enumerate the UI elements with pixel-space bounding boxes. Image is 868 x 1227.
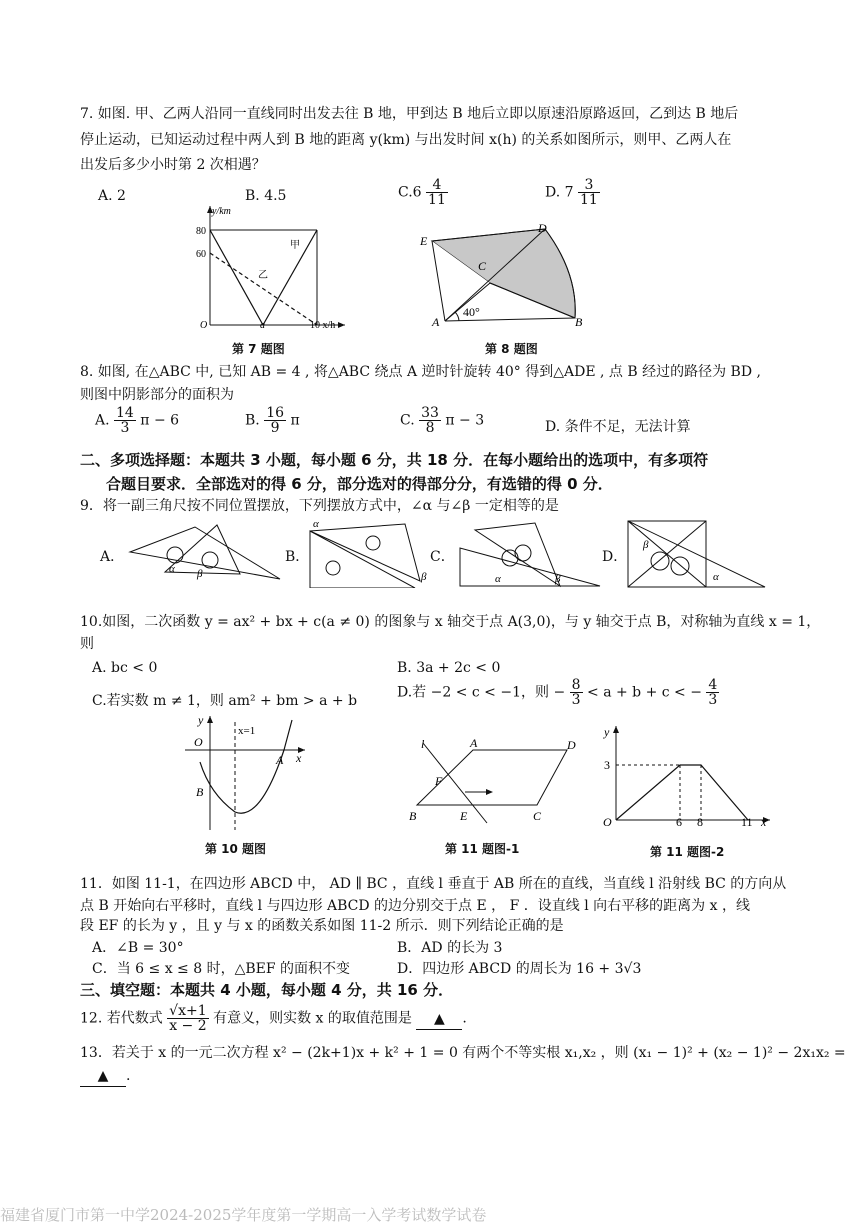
q10-fig-x1: x=1 [238, 725, 256, 737]
q8-option-c-label: C. [400, 412, 415, 429]
q13-answer-blank[interactable]: ▲ [80, 1066, 126, 1087]
q8-option-a-den: 3 [120, 420, 130, 436]
q8-figure [415, 218, 595, 333]
q8-option-c-post: π − 3 [445, 412, 485, 429]
q9-stem: 9．将一副三角尺按不同位置摆放，下列摆放方式中，∠α 与∠β 一定相等的是 [80, 498, 559, 514]
q8-option-a-num: 14 [116, 405, 134, 421]
q7-fig-origin: O [200, 320, 208, 331]
q10-option-d [397, 678, 719, 707]
q7-option-d-num: 3 [578, 178, 600, 193]
q9-b-alpha: α [313, 518, 319, 530]
q11-figure-1 [405, 733, 585, 828]
q10-option-d-f2d: 3 [708, 692, 718, 708]
q10-fig-x: x [296, 751, 302, 765]
q8-fig-b: B [575, 315, 583, 329]
q7-line1: 7. 如图. 甲、乙两人沿同一直线同时出发去往 B 地，甲到达 B 地后立即以原速沿原路返回，乙到达 B 地后 [80, 106, 739, 122]
q10-line1: 10.如图，二次函数 y = ax² + bx + c(a ≠ 0) 的图象与 x 轴交于点 A(3,0)，与 y 轴交于点 B，对称轴为直线 x = 1， [80, 614, 821, 630]
q9-figure-d [625, 516, 770, 590]
q8-option-a [95, 406, 179, 435]
q7-option-c-den: 11 [428, 192, 446, 208]
q10-figure [180, 712, 310, 832]
q9-figure-c [455, 518, 605, 588]
q13-end: . [126, 1068, 131, 1084]
q11-fig1-l: l [421, 737, 425, 751]
q10-option-d-pre: D.若 −2 < c < −1，则 − [397, 684, 566, 701]
q7-option-a: A. 2 [98, 188, 126, 204]
q8-option-c-num: 33 [421, 405, 439, 421]
q9-d-beta: β [643, 539, 649, 551]
q10-fig-o: O [194, 735, 203, 749]
footer-watermark: 福建省厦门市第一中学2024-2025学年度第一学期高一入学考试数学试卷 [0, 1206, 487, 1224]
q9-label-c: C． [430, 549, 455, 565]
q10-line2: 则 [80, 636, 94, 652]
q8-option-b-num: 16 [266, 405, 285, 421]
q10-fig-caption: 第 10 题图 [205, 842, 267, 856]
q7-fig-yi: 乙 [258, 270, 268, 281]
q11-fig1-e: E [460, 809, 468, 823]
q9-b-beta: β [421, 571, 427, 583]
q12-post: 有意义，则实数 x 的取值范围是 [213, 1010, 412, 1027]
q12-line [80, 1004, 467, 1033]
q8-option-b [245, 406, 300, 435]
q7-fig-x10: 10 x/h [310, 320, 336, 331]
q12-den: x − 2 [169, 1018, 207, 1034]
q7-fig-y80: 80 [196, 226, 206, 237]
q8-fig-c: C [478, 259, 487, 273]
q11-option-b: B．AD 的长为 3 [397, 940, 503, 956]
q11-fig1-d: D [567, 738, 576, 752]
q11-line2: 点 B 开始向右平移时，直线 l 与四边形 ABCD 的边分别交于点 E ， F ．设直线 l 向右平移的距离为 x ，线 [80, 898, 750, 914]
q11-fig2-x: x [761, 815, 767, 829]
q11-fig2-3: 3 [604, 758, 610, 772]
q9-label-b: B． [285, 549, 310, 565]
q11-option-a: A．∠B = 30° [92, 940, 184, 956]
q8-option-b-den: 9 [270, 420, 280, 436]
q11-fig1-f: F [435, 774, 443, 788]
q9-d-alpha: α [713, 571, 719, 583]
q10-option-d-f2n: 4 [708, 677, 718, 693]
q10-option-b: B. 3a + 2c < 0 [397, 660, 501, 676]
q10-fig-a: A [276, 753, 284, 767]
q13-line2 [80, 1066, 130, 1087]
section2-title-line2: 合题目要求．全部选对的得 6 分，部分选对的得部分分，有选错的得 0 分． [106, 475, 613, 493]
q10-fig-b: B [196, 785, 204, 799]
q7-fig-a: a [260, 320, 265, 331]
q7-line2: 停止运动，已知运动过程中两人到 B 地的距离 y(km) 与出发时间 x(h) 的关系如图所示，则甲、乙两人在 [80, 132, 732, 148]
q7-option-c-num: 4 [426, 178, 448, 193]
q12-pre: 12. 若代数式 [80, 1010, 163, 1027]
q10-option-d-f1d: 3 [571, 692, 581, 708]
q8-option-b-label: B. [245, 412, 260, 429]
q7-option-d-den: 11 [580, 192, 598, 208]
q11-fig1-c: C [533, 809, 542, 823]
q11-figure-2 [598, 722, 778, 832]
q11-fig2-6: 6 [676, 815, 682, 829]
q12-end: . [462, 1010, 467, 1027]
q7-fig-y60: 60 [196, 249, 206, 260]
q9-c-alpha: α [495, 573, 501, 585]
q11-fig2-11: 11 [741, 815, 753, 829]
q8-fig-angle: 40° [463, 305, 480, 319]
q10-option-d-f1n: 8 [571, 677, 581, 693]
q9-figure-b [305, 516, 435, 588]
q11-line1: 11．如图 11-1，在四边形 ABCD 中， AD ∥ BC ，直线 l 垂直于 AB 所在的直线，当直线 l 沿射线 BC 的方向从 [80, 876, 787, 892]
q11-fig2-o: O [603, 815, 612, 829]
q9-figure-a [125, 522, 285, 584]
q10-option-a: A. bc < 0 [92, 660, 158, 676]
q7-option-d-int: D. 7 [545, 184, 574, 201]
q7-figure [190, 200, 360, 335]
q8-option-a-label: A. [95, 412, 110, 429]
q8-fig-e: E [420, 234, 428, 248]
q12-num: √x+1 [169, 1003, 207, 1019]
section2-title: 二、多项选择题：本题共 3 小题，每小题 6 分，共 18 分．在每小题给出的选项中，有多项符 [80, 451, 709, 469]
q7-fig-jia: 甲 [290, 240, 300, 251]
q7-option-c [398, 178, 448, 207]
q9-label-a: A． [100, 549, 125, 565]
q8-option-c-den: 8 [425, 420, 435, 436]
q11-fig2-caption: 第 11 题图-2 [650, 845, 725, 859]
q8-option-a-post: π − 6 [140, 412, 180, 429]
q10-option-c: C.若实数 m ≠ 1，则 am² + bm > a + b [92, 693, 358, 709]
q12-answer-blank[interactable]: ▲ [416, 1009, 462, 1030]
q8-line1: 8. 如图, 在△ABC 中, 已知 AB = 4 , 将△ABC 绕点 A 逆时针旋转 40° 得到△ADE , 点 B 经过的路径为 BD , [80, 364, 761, 380]
q10-fig-y: y [198, 713, 204, 727]
q11-fig2-8: 8 [697, 815, 703, 829]
q11-option-c: C．当 6 ≤ x ≤ 8 时，△BEF 的面积不变 [92, 961, 351, 977]
q8-fig-caption: 第 8 题图 [485, 342, 538, 356]
q7-line3: 出发后多少小时第 2 次相遇？ [80, 157, 266, 173]
q11-fig1-a: A [470, 736, 478, 750]
q7-fig-ylabel: y/km [212, 206, 231, 217]
q7-option-b: B. 4.5 [245, 188, 287, 204]
q10-option-d-mid: < a + b + c < − [587, 684, 702, 701]
q11-fig1-caption: 第 11 题图-1 [445, 842, 520, 856]
section3-title: 三、填空题：本题共 4 小题，每小题 4 分，共 16 分． [80, 981, 454, 999]
q8-option-c [400, 406, 484, 435]
q9-c-beta: β [555, 573, 561, 585]
q8-option-b-post: π [290, 412, 300, 429]
q8-line2: 则图中阴影部分的面积为 [80, 387, 234, 403]
q11-fig2-y: y [604, 725, 610, 739]
q8-fig-d: D [538, 221, 547, 235]
q11-option-d: D．四边形 ABCD 的周长为 16 + 3√3 [397, 961, 642, 977]
q13-line1: 13．若关于 x 的一元二次方程 x² − (2k+1)x + k² + 1 = 0 有两个不等实根 x₁,x₂ ，则 (x₁ − 1)² + (x₂ − 1)² − 2x₁x₂ = [80, 1045, 846, 1061]
q8-fig-a: A [432, 315, 440, 329]
q9-a-alpha: α [169, 563, 175, 575]
q9-label-d: D． [602, 549, 628, 565]
q8-option-d: D. 条件不足，无法计算 [545, 419, 691, 435]
q11-fig1-b: B [409, 809, 417, 823]
q9-a-beta: β [197, 568, 203, 580]
q11-line3: 段 EF 的长为 y ，且 y 与 x 的函数关系如图 11-2 所示．则下列结论正确的是 [80, 918, 564, 934]
q7-option-c-int: C.6 [398, 184, 422, 201]
q7-fig-caption: 第 7 题图 [232, 342, 285, 356]
q7-option-d [545, 178, 600, 207]
